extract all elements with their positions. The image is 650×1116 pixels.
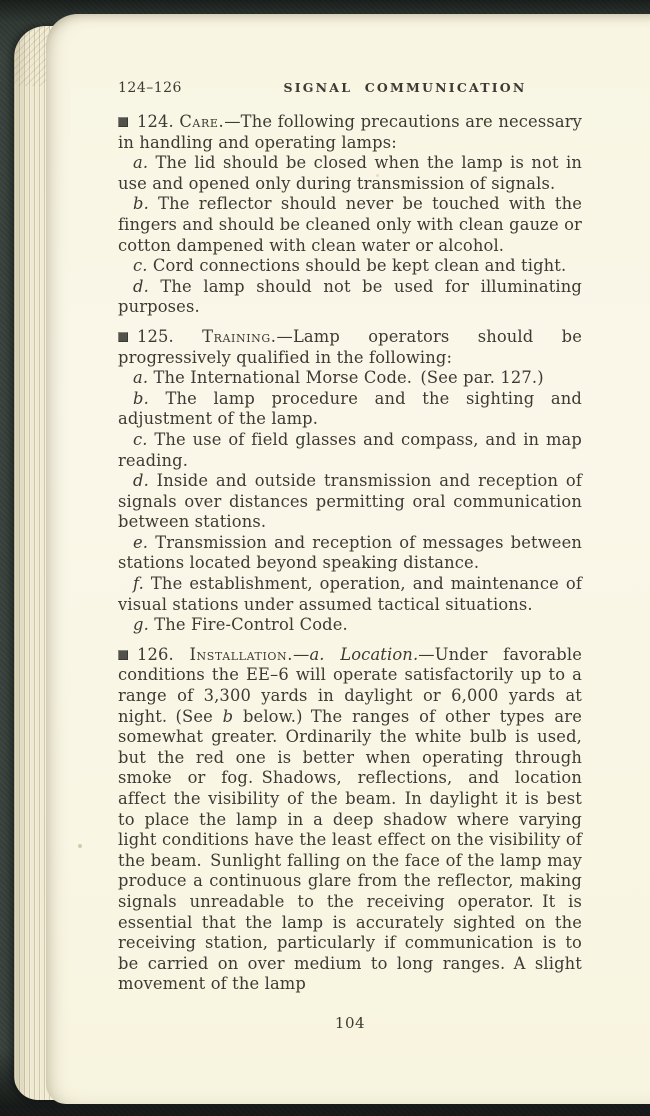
text-run: b. (133, 388, 149, 408)
text-run: f. (133, 574, 144, 594)
running-head (118, 80, 582, 96)
text-run: Transmission and reception of messages between stations located beyond speaking distance. (118, 532, 582, 573)
text-run: Care. (179, 112, 225, 131)
paragraph-range: 124–126 (118, 80, 182, 96)
text-run: The lid should be closed when the lamp is not in use and opened only during transmission of signals. (118, 153, 582, 193)
text-run: The use of field glasses and compass, and in map reading. (118, 429, 582, 470)
text-run: 125. (137, 326, 203, 346)
paragraph-marker-icon (118, 332, 128, 342)
sub-paragraph (118, 153, 582, 194)
text-run: 124. (137, 112, 180, 131)
text-run: Cord connections should be kept clean and tight. (147, 256, 567, 276)
text-run: Inside and outside transmission and reception of signals over distances permitting oral communication between stations. (118, 471, 582, 532)
sub-paragraph (118, 194, 582, 256)
text-run: The lamp procedure and the sighting and adjustment of the lamp. (118, 388, 582, 429)
text-run: —Under favorable conditions the EE–6 will operate satisfactorily up to a range of 3,300 yards in daylight or 6,000 yards at night. (See (118, 644, 582, 726)
text-run: The Fire-Control Code. (148, 615, 348, 635)
sub-paragraph (118, 389, 582, 430)
text-block (118, 112, 582, 995)
book-page (46, 14, 650, 1104)
section-paragraph (118, 327, 582, 368)
sub-paragraph (118, 277, 582, 318)
text-run: —The following precautions are necessary in handling and operating lamps: (118, 112, 582, 152)
text-run: c. (133, 256, 148, 276)
text-run: below.) The ranges of other types are somewhat greater. Ordinarily the white bulb is used, but the red one is better when operating through smoke or fog. Shadows, reflections, and location affect the visibility of the beam. In daylight it is best to place the lamp in a deep shadow where varying light conditions have the least effect on the visibility of the beam. Sunlight falling on the face of the lamp may produce a continuous glare from the reflector, making signals unreadable to the receiving operator. It is essential that the lamp is accurately sighted on the receiving station, particularly if communication is to be carried on over medium to long ranges. A slight movement of the lamp (118, 706, 582, 994)
text-run: — (293, 644, 310, 664)
text-run: a. (133, 368, 149, 388)
page-content (118, 80, 582, 1032)
text-run: 126. (137, 644, 190, 664)
text-run: e. (133, 532, 149, 552)
text-run: The establishment, operation, and maintenance of visual stations under assumed tactical situations. (118, 574, 582, 614)
text-run: The lamp should not be used for illuminating purposes. (118, 276, 582, 317)
sub-paragraph (118, 368, 582, 389)
section-paragraph (118, 112, 582, 153)
sub-paragraph (118, 256, 582, 277)
section-paragraph (118, 645, 582, 995)
text-run: The International Morse Code. (See par. 127.) (148, 368, 544, 388)
text-run: a. (133, 153, 149, 173)
text-run: Installation. (189, 644, 294, 664)
sub-paragraph (118, 533, 582, 574)
text-run: Training. (202, 326, 277, 346)
paragraph-marker-icon (118, 117, 128, 127)
sub-paragraph (118, 615, 582, 636)
text-run: a. Location. (309, 644, 419, 664)
text-run: d. (133, 471, 149, 491)
text-run: d. (133, 276, 149, 296)
text-run: —Lamp operators should be progressively qualified in the following: (118, 326, 582, 367)
text-run: b (222, 706, 234, 726)
sub-paragraph (118, 471, 582, 533)
text-run: c. (133, 429, 148, 449)
sub-paragraph (118, 430, 582, 471)
text-run: g. (133, 615, 149, 635)
text-run: b. (133, 194, 149, 214)
running-title: SIGNAL COMMUNICATION (283, 80, 527, 95)
text-run: The reflector should never be touched with the fingers and should be cleaned only with clean gauze or cotton dampened with clean water or alcohol. (118, 194, 582, 255)
page-number: 104 (334, 1013, 366, 1032)
paragraph-marker-icon (118, 650, 128, 660)
paper-speck (78, 844, 82, 848)
sub-paragraph (118, 574, 582, 615)
